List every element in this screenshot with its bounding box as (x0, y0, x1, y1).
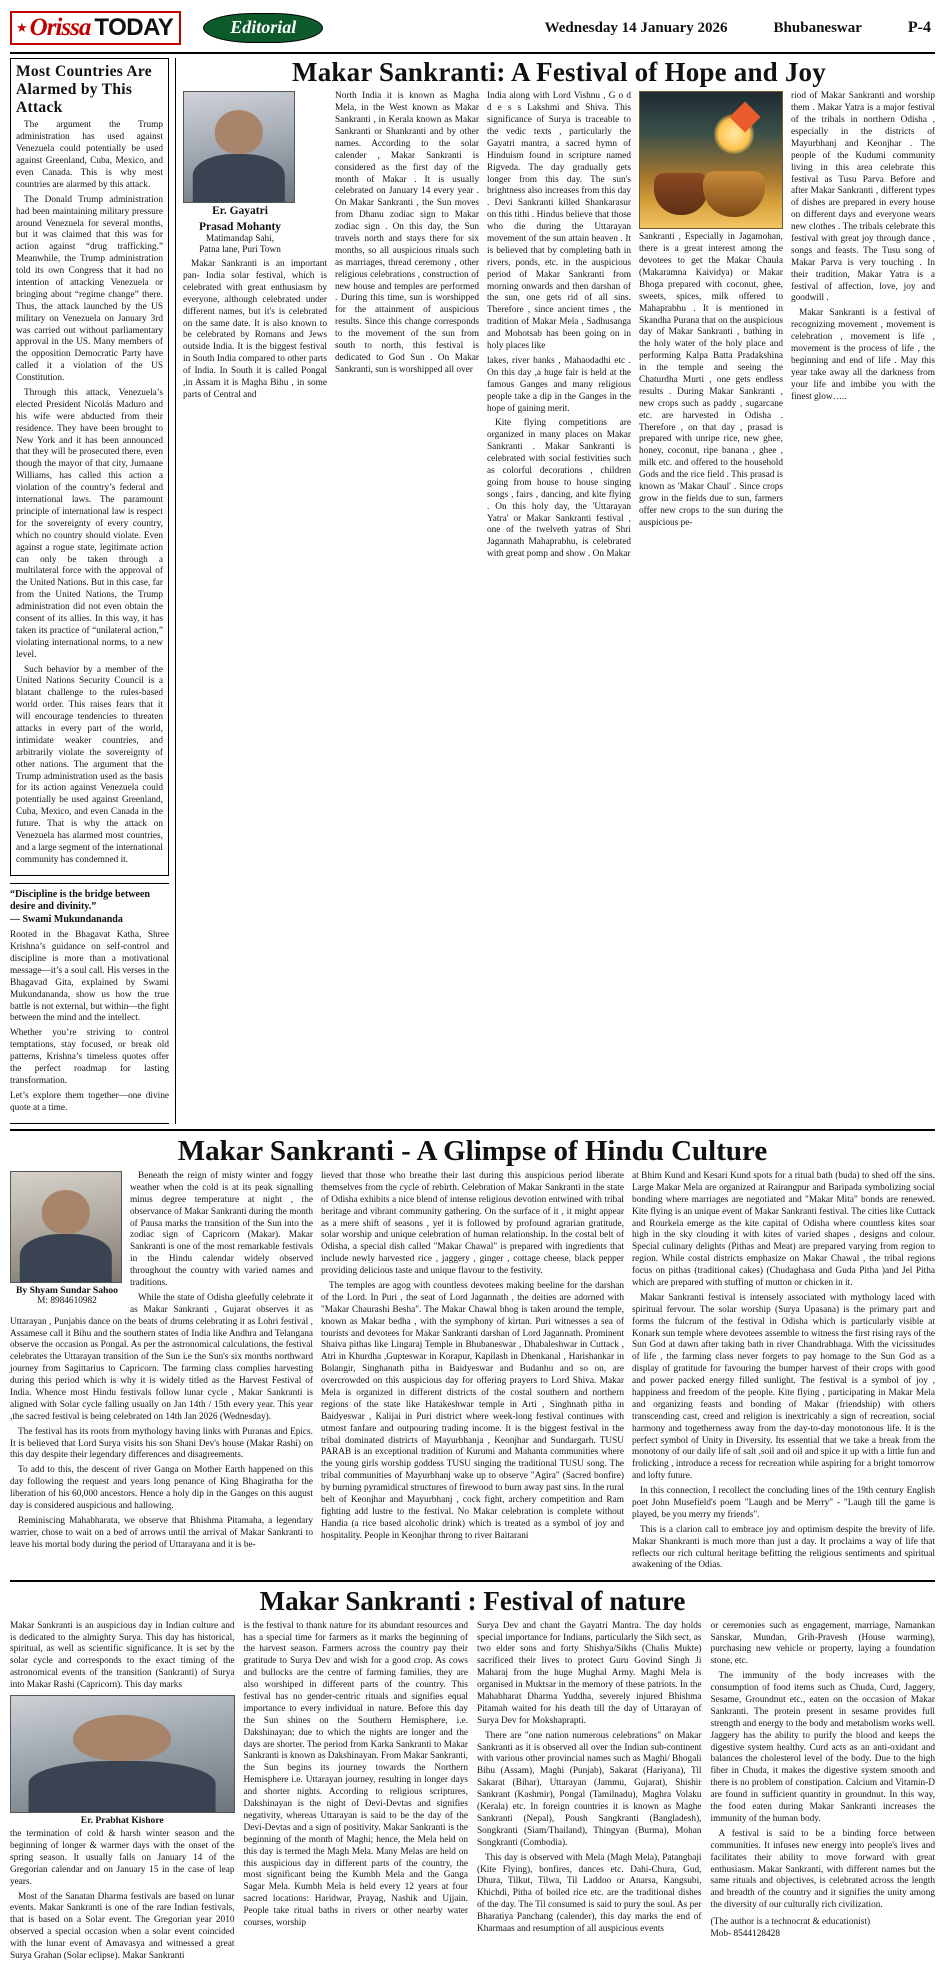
portrait-body-shape (20, 1234, 112, 1282)
article2-headline: Makar Sankranti - A Glimpse of Hindu Culture (177, 1134, 768, 1167)
editorial-body (16, 120, 163, 866)
article2-para: This is a clarion call to embrace joy and optimism despite the brevity of life. Makar Shankranti is much more than just a day. It proclaims a way of life that reflects our rich cultural heritage befitting the religious sentiments and spiritual awakening of the Odias. (632, 1524, 935, 1571)
star-icon: ★ (16, 19, 28, 35)
article3-col1-text-2 (10, 1829, 235, 1963)
article1-col2 (335, 91, 479, 564)
article2-col2-text (321, 1171, 624, 1543)
masthead (10, 8, 935, 54)
article1-para: India along with Lord Vishnu , G o d d e s s Lakshmi and Shiva. This significance of Surya is traceable to the vedic texts , particularly the Gayatri mantra, a sacred hymn of Hinduism found in scripture named Rigveda. The day gradually gets longer from this day. The sun's brightness also increases from this day . Devi Sankranti killed Shankarasur on this tithi . Hindus believe that those who die during the Uttarayan movement of the sun attain heaven . It is believed that by completing bath in rivers, ponds, etc. in the auspicious period of Makar Sankranti from morning onwards and then darshan of the sun, one gets rid of all sins. Therefore , since ancient times , the tradition of Makar Mela , Sadhusanga and Mohotsab has been going on in holy places like (487, 91, 631, 352)
author-photo (183, 91, 295, 203)
author-photo (10, 1171, 122, 1283)
editorial-para: The Donald Trump administration had been maintaining military pressure around Venezuela for several months, but it was claimed that this was for action against “drug trafficking.” Meanwhile, the Trump administration told its own Congress that it had no intention of attacking Venezuela or bringing about “regime change” there. Thus, the attack launched by the US military on Venezuela on January 3rd was carried out without parliamentary approval in the US. Many members of the opposition Democratic Party have called it a violation of the US Constitution. (16, 194, 163, 384)
author-block-prabhat (10, 1695, 235, 1826)
article3-para: or ceremonies such as engagement, marriage, Namankan Sanskar, Mundan, Grih-Pravesh (House warming), purchasing new vehicle or property, laying a foundation stone, etc. (710, 1620, 935, 1667)
article1-col3 (487, 91, 631, 564)
article1-para: North India it is known as Magha Mela, in the West known as Makar Sankranti , in Kerala known as Makar Sankranti or Shankranti and by other names. According to the solar calender , Makar Sankranti is considered as the first day of the month of Makar . It is usually celebrated on January 14 every year . On Makar Sankranti , the Sun moves from Dhanu zodiac sign to Makar zodiac sign . On this day, the Sun travels north and stays there for six months, so all auspicious rituals such as marriages, thread ceremony , other religious celebrations , construction of new house and temples are performed . During this time, sun is worshipped for the attainment of auspicious results. Since this change corresponds to the movement of the sun from south to north, this festival is dedicated to God Sun . On Makar Sankranti, sun is worshipped all over (335, 91, 479, 375)
article3-para: is the festival to thank nature for its abundant resources and has a special time for farmers as it marks the beginning of the harvest season. Farmers across the country pay their gratitude to Surya Dev and wish for a good crop. As cows and bullocks are the centre of farming families, they are also worshiped in different parts of the country. This festival has no gender-centric rituals and signifies equal importance to every individual in nature. Before this day the Sun shines on the Southern Hemisphere, i.e. Dakshinayan; due to which the nights are longer and the days are shorter. The period from Karka Sankranti to Makar Sankranti is known as Dakshinayan. From Makar Sankranti, the Sun begins its journey towards the Northern Hemisphere i.e. Uttarayan journey, resulting in longer days and shorter nights. According to religious scriptures, Dakshinayan is the night of Devi-Devtas and signifies negativity, whereas Uttarayan is said to be the day of the Devi-Devtas and a sign of positivity. Makar Sankranti is the beginning of the month of Maghi; hence, the Mela held on this day is termed the Magh Mela. Many Melas are held on this auspicious day in different parts of the country, the most significant being the Kumbh Mela and the Ganga Sagar Mela. Kumbh Mela is held every 12 years at four sacred locations: Haridwar, Prayag, Nashik and Ujjain. People take ritual baths in rivers or other nearby water courses, worship (243, 1620, 468, 1928)
article1-para: Makar Sankranti is an important pan- India solar festival, which is celebrated with great enthusiasm by everyone, although celebrated under different names, but it's is celebrated on the same date. It is also known to be celebrated by Romans and Jews outside India. It is the biggest festival in South India compared to other parts of India. In South it is called Pongal ,in Assam it is Magha Bihu , in some parts of Central and (183, 259, 327, 400)
article1-col4 (639, 91, 783, 564)
quote-line2: and divinity.” (37, 901, 97, 913)
article3-para: There are "one nation numerous celebrations" on Makar Sankranti as it is observed all over the Indian sub-continent with various other provincial names such as Maghi/ Bhogali Bihu (Assam), Maghi (Punjab), Sakarat (Hariyana), Til Sakarat (Bihar), Uttarayan (Jammu, Gujarat), Shishir Sankrant (Kashmir), Pongal (Tamilnadu), Maghra Volaku (Kerala) etc. In foreign countries it is known as Maghe Sankranti (Nepal), Poush Sangkranti (Bangladesh), Songkranti (Siam/Thailand), Thingyan (Burma), Mohan Songkranti (Combodia). (477, 1730, 702, 1848)
article-makar-nature (10, 1582, 935, 1966)
article1-para: Kite flying competitions are organized in many places on Makar Sankranti . Makar Sankranti is celebrated with social festivities such as colorful decorations , children going from house to house singing songs , fairs , dancing, and kite flying . On this holy day, the 'Uttarayan Yatra' or Makar Sankranti festival , one of the twelveth yatras of Shri Jagannath Mahaprabhu, is celebrated with great pomp and show . On Makar (487, 418, 631, 560)
article3-col4-text (711, 1621, 936, 1912)
article1-para: riod of Makar Sankranti and worship them . Makar Yatra is a major festival of the tribals in northern Odisha , especially in the districts of Mayurbhanj and Keonjhar . The people of the Kudumi community living in this area celebrate this festival as Tusu Parva Before and after Makar Sankranti , different types of dishes are prepared in every house on different days and everyone wears new clothes . The tribals celebrate this festival with great joy through dance , songs and feasts. The Tusu song of Makar Parva is very touching . In their tradition, Makar Yatra is a festival of affection, love, joy and goodwill . (791, 91, 935, 304)
editorial-para: Through this attack, Venezuela’s elected President Nicolás Maduro and his wife were abducted from their residence. They have been brought to New York and it has been announced that they will be prosecuted there, even though the mayor of that city, Jumaane Williams, has called this action a violation of the country’s federal and international laws. The paramount principle of international law is respect for the sovereignty of every country, which no country should violate. Even against a rogue state, legitimate action can only be taken through a multilateral force with the approval of the United Nations. But in this case, far from the United Nations, the Trump administration did not even obtain the consent of its allies. In this way, it has taken its practice of “unilateral action,” violating international norms, to a new level. (16, 388, 163, 660)
makar-sankranti-illustration (639, 91, 783, 229)
article3-col1 (10, 1621, 235, 1966)
clay-pot-shape (654, 173, 708, 215)
author-address-line2: Patna lane, Puri Town (199, 244, 281, 255)
portrait-head-shape (73, 1715, 171, 1761)
masthead-meta (545, 19, 935, 37)
publication-date: Wednesday 14 January 2026 (544, 19, 728, 36)
article3-para: This day is observed with Mela (Magh Mela), Patangbaji (Kite Flying), bonfires, dances etc. Dahi-Chura, Gud, Dhura, Tilkut, Tilwa, Til Laddoo or Anarsa, Kangsubi, Khichdi, Pitha of boiled rice etc. are the traditional dishes of the day. The Til consumed is said to pury the soul. As per Bharatiya Panchang (calender), this day marks the end of Kharmaas and resumption of all auspicious events (477, 1852, 702, 1934)
article1-col5 (791, 91, 935, 564)
quote-attribution: — Swami Mukundananda (10, 913, 123, 925)
editorial-title-line1: Most Countries Are (16, 63, 152, 80)
article1-para: Sankranti , Especially in Jagamohan, there is a great interest among the devotees to get the Makar Chaula (Makaramna Kaividya) or Makar Bhoga prepared with coconut, ghee, sweets, spices, milk offered to Mahaprabhu . It is mentioned in Skandha Purana that on the auspicious day of Makar Sankranti , bathing in the holy water of the holy place and performing Kalpa Batta Pradakshina in the temple and seeing the Chaturdha Murti , one gets endless results . During Makar Sankranti , new crops such as paddy , sugarcane etc. are harvested in Odisha . Therefore , on that day , prasad is prepared with unripe rice, new ghee, honey, coconut, ripe banana , ghee , milk etc. and offered to the household Gods and the rice field . This prasad is known as 'Makar Chaul' . Since crops grow in the fields due to sun, farmers offer new crops to the sun during the auspicious pe- (639, 232, 783, 528)
quote-para: Whether you’re striving to control temptations, stay focused, or break old patterns, Krishna’s timeless quotes offer the perfect roadmap for lasting transformation. (10, 1028, 169, 1086)
article3-col1-text (10, 1621, 235, 1692)
article1-col4-text (639, 232, 783, 529)
logo-orissa-text: Orissa (29, 14, 91, 41)
author-name-line1: Er. Gayatri (212, 205, 268, 218)
quote-para: Let’s explore them together—one divine quote at a time. (10, 1090, 169, 1113)
quote-text (10, 889, 169, 927)
article1-columns (183, 91, 935, 564)
author-contact (711, 1916, 936, 1940)
clay-pot-shape (703, 171, 765, 217)
article1-col2-text (335, 91, 479, 376)
article2-para: To add to this, the descent of river Ganga on Mother Earth happened on this day following the request and years long penance of King Bhagiratha for the liberation of his 60,000 ancestors. Hence a holy dip in the Ganges on this august day is considered auspicious and hallowing. (10, 1465, 313, 1511)
left-rail (10, 58, 176, 1124)
author-block-shyam (10, 1171, 124, 1307)
article2-para: While the state of Odisha gleefully celebrate it as Makar Sankranti , Gujarat observes it as Uttarayan , Punjabis dance on the beats of drums celebrating it as Lohri festival , Assamese call it Bihu and the southern states of India like Andhra and Telangana observe the occasion as Pongal. As per the astronomical calculations, the festival celebrates the Uttarayan transition of the Sun i.e the Sun's six months northward journey from Sagittarius to Capricorn. The farming class complies harvesting during this period which is why it is widely titled as the Harvest Festival of India. Whence most Hindu festivals follow lunar cycle , Makar Sankranti is aligned with Solar cycle falling usually on Jan 14th / 15th every year. This year ,the sacred festival is being celebrated on 14th Jan 2026 (Wednesday). (10, 1292, 313, 1422)
article2-col1 (10, 1171, 313, 1575)
page-number: P-4 (907, 19, 931, 36)
article3-para: Surya Dev and chant the Gayatri Mantra. The day holds special importance for Indians, particularly the Sikh sect, as two elder sons and forty Shishya/Sikhs (Chalis Mukte) sacrificed their lives to protect Guru Govind Singh Ji Maharaj from the huge Mughal Army. Maghi Mela is organised in Muktsar in the memory of these patriots. In the Mahabharat Dharma Yuddha, severely injured Bhishma Pitamah waited for his death till the day of Uttarayan of Surya Dev for Mokshaprapti. (477, 1620, 702, 1726)
author-name-line2: Prasad Mohanty (198, 220, 282, 233)
quote-para: Rooted in the Bhagavat Katha, Shree Krishna’s guidance on self-control and discipline is more than a motivational message—it’s a soul call. His verses in the Bhagavad Gita, explained by Swami Mukundananda, show us how the true battle is not external, but within—the fight between the mind and the intellect. (10, 930, 169, 1024)
quote-box (10, 883, 169, 1124)
article1-para: lakes, river banks , Mahaodadhi etc . On this day ,a huge fair is held at the famous Ganges and many religious people take a dip in the Ganges in the hope of gaining merit. (487, 355, 631, 414)
article3-columns (10, 1621, 935, 1966)
author-name: Er. Prabhat Kishore (80, 1815, 164, 1827)
article2-columns (10, 1171, 935, 1575)
quote-line1: “Discipline is the bridge between desire (10, 888, 150, 913)
article3-para: The immunity of the body increases with the consumption of food items such as Chuda, Curd, Jaggery, Sesame, Groundnut etc., eaten on the occasion of Makar Sankranti. The protein present in sesame provides full strength and energy to the body and metabolism works well. Jaggery has the ability to purify the blood and keeps the digestive system healthy. Curd acts as an anti-oxidant and balances the cholesterol level of the body. Due to the high fiber in Chuda, it makes the digestive system smooth and there is no problem of constipation. Calcium and Vitamin-D are found in sufficient quantity in groundnut. In this way, the food eaten during Makar Sankranti increases the immunity of the human body. (710, 1671, 935, 1824)
portrait-head-shape (42, 1190, 90, 1234)
article3-para: A festival is said to be a binding force between communities. It infuses new energy into people's lives and facilitates their ability to move forward with great enthusiasm. Makar Sankranti, with different names but the same rituals and objectives, is celebrated across the length and breadth of the country and it signifies the unity among the diversity of our culturally rich civilization. (710, 1828, 935, 1911)
editorial-title (16, 63, 163, 116)
article-makar-glimpse (10, 1131, 935, 1583)
section-top (10, 58, 935, 1131)
article3-col2-text (244, 1621, 469, 1930)
editorial-box (10, 58, 169, 876)
article2-para: Makar Sankranti festival is intensely associated with mythology laced with spiritual fervour. The solar worship (Surya Upasana) is the primary part and forms the fulcrum of the festival in Odisha which is particularly visible at Konark sun temple where devotees assemble to witness the first rising rays of the Sun God at dawn after taking bath in river Chandrabhaga. With the vicissitudes of life , the farming class never forgets to pay homage to the Sun God as a display of gratitude for favouring the bumper harvest of their crops with good and power packed energy filled sunlight. The festival is a symbol of joy , happiness and freedom of the people. Kite flying , participating in Makar Mela and organizing feasts and bonding of Makar (friendship) with others transcending cast, creed and religion is inextricably a sign of recreation, social harmony and togetherness away from the day-to-day monotonous life. It is the perfect symbol of Unity in Diversity. Its essential that we take a break from the monotony of our daily life of salt ,soil and oil and spice it up with a little fun and frolicking , introduce a recess for recreation while aspiring for a bright tomorrow and lofty future. (632, 1292, 935, 1482)
article3-col3-text (477, 1621, 702, 1936)
article1-para: Makar Sankranti is a festival of recognizing movement , movement is celebration , movement is life , movement is the process of life , the beginning and end of life . May this year take away all the darkness from your life and imbibe you with the finest glow….. (791, 308, 935, 402)
article2-col2 (321, 1171, 624, 1575)
article3-headline: Makar Sankranti : Festival of nature (259, 1586, 686, 1617)
newspaper-logo (10, 11, 181, 45)
article2-para: at Bhim Kund and Kesari Kund spots for a ritual bath (buda) to shed off the sins. Large Makar Mela are organized at Rairangpur and Baripada symbolizing social bonding where marriages are negotiated and "Makar Mita" bonds are renewed. Kite flying is an unique event of Makar Sankranti festival. The cities like Cuttack and Rourkela emerge as the kite capital of Odisha where countless kites soar high in the sky clouding it with kites of varied shapes , designs and colour. Special culinary delights (Pithas and Meat) are prepared varying from region to region. While costal districts emphasize on Makar Chawal , the tribal regions focus on pithas (traditional cakes) (Chudaghasa and Guda Pitha )and Jel Pitha which are prepared with stuffing of mutton or chicken in it. (632, 1170, 935, 1288)
portrait-body-shape (193, 154, 285, 202)
article3-para: Makar Sankranti is an auspicious day in Indian culture and is dedicated to the almighty Surya. This day has historical, spiritual, as well as scientific significance. It is set by the solar cycle and corresponds to the exact timing of the astronomical events of the transition (Sankranti) of Surya into Makar Rashi (Capricorn). This day marks (10, 1620, 235, 1691)
article2-para: lieved that those who breathe their last during this auspicious period liberate themselves from the cycle of rebirth. Celebration of Makar Sankranti in the state of Odisha exhibits a nice blend of intense religious devotion entwined with tribal heritage and vibrant community gathering. On the surface of it , it might appear as a mere shift of seasons , yet it is followed by profound agrarian gratitude, solar worship and unique celebration of human relationship. In the costal belt of Odisha, a special dish called "Makar Chawal" is prepared with ingredients that include newly harvested rice , jaggery , ginger , cottage cheese, black pepper providing delicious taste and unique flavour to the festivity. (321, 1170, 624, 1277)
article2-para: In this connection, I recollect the concluding lines of the 19th century English poet John Musefield's poem "Laugh and be Merry" - "Laugh till the game is played, be you merry my friends". (632, 1486, 935, 1520)
article3-para: Most of the Sanatan Dharma festivals are based on lunar events. Makar Sankranti is one of the rare Indian festivals, that is based on a Solar event. The Gregorian year 2010 observed a special occasion when a solar event coincided with the lunar event of Amavasya and witnessed a great Surya Grahan (Solar eclipse). Makar Sankranti (10, 1891, 235, 1961)
article2-para: Beneath the reign of misty winter and foggy weather when the cold is at its peak signalling minus degree temperature at night , the observance of Makar Sankranti during the month of Pausa marks the transition of the Sun into the zodiac sign of Capricorn (Makar). Makar Sankranti is one of the most remarkable festivals in the Hindu calendar widely observed throughout the country with varied names and traditions. (130, 1170, 313, 1288)
article2-para: Reminiscing Mahabharata, we observe that Bhishma Pitamaha, a legendary warrier, chose to wait on a bed of arrows until the arrival of Makar Sankranti to leave his mortal body during the period of Uttarayana and it is be- (10, 1515, 313, 1550)
author-mobile: M: 8984610982 (37, 1295, 97, 1306)
article1-col5-text (791, 91, 935, 403)
article2-para: The festival has its roots from mythology having links with Puranas and Epics. It is believed that Lord Surya visits his son Shani Dev's house (Makar Rashi) on this day despite their legendary differences and disagreements. (10, 1426, 313, 1461)
article2-col3 (632, 1171, 935, 1575)
publication-place: Bhubaneswar (773, 19, 862, 36)
article1-col3-text (487, 91, 631, 561)
article2-col3-text (632, 1171, 935, 1572)
portrait-body-shape (29, 1761, 216, 1812)
article1-col1 (183, 91, 327, 564)
editorial-para: The argument the Trump administration has used against Venezuela could potentially be used against Greenland, Cuba, Mexico, and even Canada. This is why most countries are alarmed by this attack. (16, 120, 163, 190)
portrait-head-shape (215, 110, 263, 154)
editorial-badge: Editorial (203, 13, 323, 43)
logo-today-text: TODAY (94, 13, 174, 41)
article1-headline: Makar Sankranti: A Festival of Hope and Joy (292, 57, 826, 87)
author-photo (10, 1695, 235, 1813)
editorial-para: Such behavior by a member of the United Nations Security Council is a blatant challenge to the rules-based world order. This raises fears that it will encourage tendencies to threaten attacks in every part of the world, intimidate weaker countries, and arbitrarily violate the sovereignty of other nations. The argument that the Trump administration used as the basis for its action against Venezuela could potentially be used against Greenland, Cuba, Mexico, and even Canada in the future. That is why the attack on Venezuela has alarmed most countries, and a large segment of the international community has condemned it. (16, 664, 163, 865)
author-name: By Shyam Sundar Sahoo (16, 1284, 118, 1296)
article3-para: the termination of cold & harsh winter season and the beginning of longer & warmer days with the onset of the spring season. It usually falls on January 14 of the Gregorian calendar and on January 15 in the case of leap years. (10, 1829, 235, 1887)
quote-body (10, 930, 169, 1114)
author-address-line1: Matimandap Sahi, (205, 233, 275, 244)
author-block-gayatri (183, 91, 297, 256)
editorial-title-line2: Alarmed by This Attack (16, 80, 133, 116)
author-mobile: Mob- 8544128428 (710, 1929, 780, 1940)
article2-para: The temples are agog with countless devotees making beeline for the darshan of the Lord. In Puri , the seat of Lord Jagannath , the deities are adorned with "Makar Chaurashi Besha". The Makar Chawal bhog is taken around the temple, known as Makar bedha , with the symphony of kirtan. Puri witnesses a sea of tourists and devotees for Makar Sankranti darshan of Lord Jagannath. Prominent Shaiva pithas like Lingaraj Temple in Bhubaneswar , Dhabaleshwar in Cuttack , Atri in Khurdha ,Gupteswar in Korapur, Kapilash in Dhenkanal , Harishankar in Bolangir, Singhanath pitha in Baidyeswar and Budanhu and so on, are overcrowded on this auspicious day for offering prayers to Lord Shiva. Makar Mela is organized in different districts of the costal southern and northern regions of the state like Hatakeshwar temple in Arti , Singhnath pitha in Baidyeswar , Kalijai in Puri district where week-long festival continues with utmost fanfare and outpouring trading income. It is the biggest festival in the tribal dominated districts of Mayurbhanja , Keonjhar and Sundargarh. TUSU PARAB is an exceptional tradition of Kurumi and Mahanta communities where the young girls worship goddess TUSU singing the traditional TUSU song. The tribal communities of Mayurbhanj wake up to observe "Agira" (Sacred bonfire) by burning pyramidical structures of firewood to burn away past sins. In the rural belt of Keonjhar and Mayurbhanj , cock fight, archery competition and Ram fighting add lustre to the festival. No Makar celebration is complete without Handia (a rice based alcoholic drink) which is treated as a symbol of joy and hospitality. People in Keonjhar throng to river Baitarani (321, 1280, 624, 1541)
author-credential: (The author is a technocrat & educationist) (710, 1917, 871, 1928)
article3-col3 (477, 1621, 702, 1966)
article3-col4 (711, 1621, 936, 1966)
article3-col2 (244, 1621, 469, 1966)
article-makar-hope-joy (183, 58, 935, 1124)
